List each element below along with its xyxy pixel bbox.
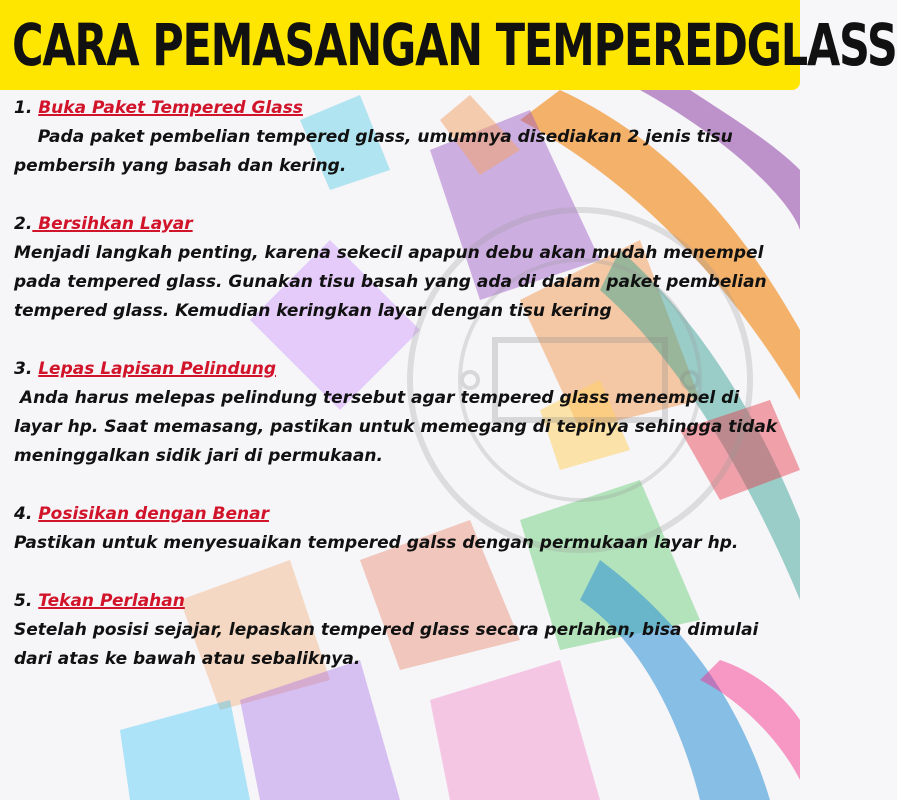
step-heading <box>14 210 786 239</box>
steps-list <box>14 94 786 703</box>
step-body: Pada paket pembelian tempered glass, umumnya disediakan 2 jenis tisu pembersih yang basah dan kering. <box>14 127 739 176</box>
step-body: Menjadi langkah penting, karena sekecil apapun debu akan mudah menempel pada tempered glass. Gunakan tisu basah yang ada di dalam paket pembelian tempered glass. Kemudian keringkan layar dengan tisu kering <box>14 243 767 321</box>
page-title: CARA PEMASANGAN TEMPEREDGLASS <box>12 12 897 80</box>
step-5 <box>14 587 786 674</box>
step-title: Posisikan dengan Benar <box>38 504 269 524</box>
step-heading <box>14 94 786 123</box>
step-title: Tekan Perlahan <box>38 591 185 611</box>
step-number: 3. <box>14 359 33 379</box>
step-number: 2. <box>14 214 33 234</box>
step-number: 4. <box>14 504 33 524</box>
step-number: 1. <box>14 98 33 118</box>
step-body: Anda harus melepas pelindung tersebut agar tempered glass menempel di layar hp. Saat memasang, pastikan untuk memegang di tepinya sehingga tidak meninggalkan sidik jari di permukaan. <box>14 388 784 466</box>
step-4 <box>14 500 786 558</box>
step-body: Setelah posisi sejajar, lepaskan tempered glass secara perlahan, bisa dimulai dari atas ke bawah atau sebaliknya. <box>14 620 759 669</box>
step-1 <box>14 94 786 181</box>
step-title: Bersihkan Layar <box>32 214 193 234</box>
step-number: 5. <box>14 591 33 611</box>
step-2 <box>14 210 786 326</box>
title-band <box>0 0 897 90</box>
step-body: Pastikan untuk menyesuaikan tempered galss dengan permukaan layar hp. <box>14 533 739 553</box>
step-heading <box>14 355 786 384</box>
step-heading <box>14 587 786 616</box>
step-3 <box>14 355 786 471</box>
step-title: Buka Paket Tempered Glass <box>38 98 303 118</box>
step-heading <box>14 500 786 529</box>
step-title: Lepas Lapisan Pelindung <box>38 359 277 379</box>
